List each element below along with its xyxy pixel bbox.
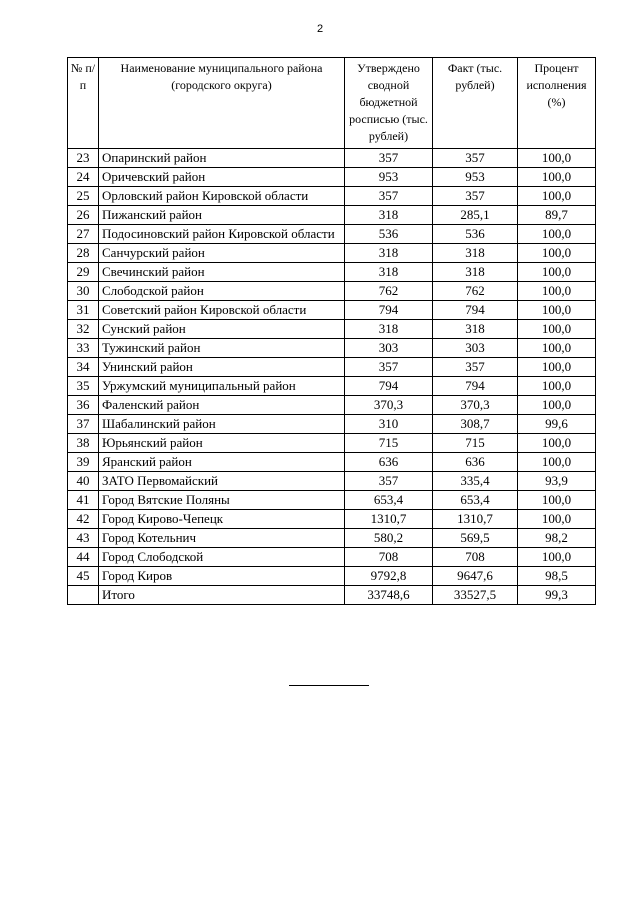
- fact-value: 953: [433, 168, 518, 187]
- table-row: [68, 358, 596, 377]
- table-row: [68, 149, 596, 168]
- percent-value: 100,0: [518, 453, 596, 472]
- fact-value: 318: [433, 244, 518, 263]
- approved-value: 636: [345, 453, 433, 472]
- district-name: Фаленский район: [99, 396, 345, 415]
- table-row: [68, 244, 596, 263]
- row-number: 31: [68, 301, 99, 320]
- district-name: Санчурский район: [99, 244, 345, 263]
- page-number: 2: [316, 23, 324, 35]
- header-approved: Утверждено сводной бюджетной росписью (тыс. рублей): [345, 58, 433, 149]
- approved-value: 357: [345, 149, 433, 168]
- table-row: [68, 187, 596, 206]
- approved-value: 370,3: [345, 396, 433, 415]
- row-number: 45: [68, 567, 99, 586]
- approved-value: 310: [345, 415, 433, 434]
- table-row: [68, 567, 596, 586]
- percent-value: 93,9: [518, 472, 596, 491]
- approved-value: 318: [345, 244, 433, 263]
- percent-value: 100,0: [518, 225, 596, 244]
- percent-value: 100,0: [518, 358, 596, 377]
- approved-value: 318: [345, 206, 433, 225]
- fact-value: 357: [433, 149, 518, 168]
- header-fact: Факт (тыс. рублей): [433, 58, 518, 149]
- approved-value: 953: [345, 168, 433, 187]
- district-name: Город Котельнич: [99, 529, 345, 548]
- percent-value: 98,2: [518, 529, 596, 548]
- approved-value: 357: [345, 358, 433, 377]
- table-row: [68, 282, 596, 301]
- fact-value: 536: [433, 225, 518, 244]
- approved-value: 715: [345, 434, 433, 453]
- table-row: [68, 415, 596, 434]
- fact-value: 653,4: [433, 491, 518, 510]
- approved-value: 318: [345, 263, 433, 282]
- district-name: Оричевский район: [99, 168, 345, 187]
- table-row: [68, 510, 596, 529]
- percent-value: 100,0: [518, 548, 596, 567]
- percent-value: 100,0: [518, 339, 596, 358]
- fact-value: 762: [433, 282, 518, 301]
- table-row: [68, 529, 596, 548]
- row-number: 40: [68, 472, 99, 491]
- table-row: [68, 453, 596, 472]
- district-name: ЗАТО Первомайский: [99, 472, 345, 491]
- percent-value: 98,5: [518, 567, 596, 586]
- total-row: [68, 586, 596, 605]
- district-name: Город Кирово-Чепецк: [99, 510, 345, 529]
- row-number: 38: [68, 434, 99, 453]
- percent-value: 100,0: [518, 282, 596, 301]
- table-row: [68, 339, 596, 358]
- row-number: 35: [68, 377, 99, 396]
- approved-value: 794: [345, 301, 433, 320]
- row-number: 36: [68, 396, 99, 415]
- approved-value: 303: [345, 339, 433, 358]
- percent-value: 100,0: [518, 510, 596, 529]
- table-row: [68, 320, 596, 339]
- separator-line: [289, 685, 369, 686]
- row-number: 32: [68, 320, 99, 339]
- district-name: Город Киров: [99, 567, 345, 586]
- header-percent: Процент исполнения (%): [518, 58, 596, 149]
- district-name: Город Слободской: [99, 548, 345, 567]
- fact-value: 1310,7: [433, 510, 518, 529]
- fact-value: 285,1: [433, 206, 518, 225]
- table-row: [68, 377, 596, 396]
- district-name: Юрьянский район: [99, 434, 345, 453]
- total-approved: 33748,6: [345, 586, 433, 605]
- approved-value: 1310,7: [345, 510, 433, 529]
- table-body: [68, 149, 596, 586]
- percent-value: 100,0: [518, 263, 596, 282]
- district-name: Свечинский район: [99, 263, 345, 282]
- approved-value: 357: [345, 472, 433, 491]
- district-name: Город Вятские Поляны: [99, 491, 345, 510]
- table-row: [68, 491, 596, 510]
- row-number: 24: [68, 168, 99, 187]
- header-name: Наименование муниципального района (городского округа): [99, 58, 345, 149]
- row-number: 27: [68, 225, 99, 244]
- budget-table: [67, 57, 596, 605]
- district-name: Яранский район: [99, 453, 345, 472]
- percent-value: 100,0: [518, 187, 596, 206]
- row-number: 26: [68, 206, 99, 225]
- district-name: Слободской район: [99, 282, 345, 301]
- row-number: 23: [68, 149, 99, 168]
- row-number: 28: [68, 244, 99, 263]
- row-number: 42: [68, 510, 99, 529]
- fact-value: 370,3: [433, 396, 518, 415]
- approved-value: 794: [345, 377, 433, 396]
- table-row: [68, 434, 596, 453]
- district-name: Сунский район: [99, 320, 345, 339]
- row-number: 39: [68, 453, 99, 472]
- percent-value: 100,0: [518, 320, 596, 339]
- fact-value: 636: [433, 453, 518, 472]
- percent-value: 100,0: [518, 434, 596, 453]
- approved-value: 580,2: [345, 529, 433, 548]
- total-percent: 99,3: [518, 586, 596, 605]
- row-number: 43: [68, 529, 99, 548]
- row-number: 33: [68, 339, 99, 358]
- fact-value: 708: [433, 548, 518, 567]
- table-row: [68, 225, 596, 244]
- district-name: Подосиновский район Кировской области: [99, 225, 345, 244]
- fact-value: 794: [433, 377, 518, 396]
- fact-value: 303: [433, 339, 518, 358]
- row-number: 25: [68, 187, 99, 206]
- total-label: Итого: [99, 586, 345, 605]
- district-name: Уржумский муниципальный район: [99, 377, 345, 396]
- fact-value: 569,5: [433, 529, 518, 548]
- row-number: 30: [68, 282, 99, 301]
- row-number: 29: [68, 263, 99, 282]
- district-name: Орловский район Кировской области: [99, 187, 345, 206]
- total-fact: 33527,5: [433, 586, 518, 605]
- district-name: Пижанский район: [99, 206, 345, 225]
- table-row: [68, 206, 596, 225]
- percent-value: 100,0: [518, 168, 596, 187]
- fact-value: 9647,6: [433, 567, 518, 586]
- approved-value: 9792,8: [345, 567, 433, 586]
- table-row: [68, 263, 596, 282]
- fact-value: 357: [433, 358, 518, 377]
- district-name: Тужинский район: [99, 339, 345, 358]
- table-header-row: [68, 58, 596, 149]
- approved-value: 653,4: [345, 491, 433, 510]
- approved-value: 708: [345, 548, 433, 567]
- approved-value: 762: [345, 282, 433, 301]
- table-row: [68, 301, 596, 320]
- percent-value: 89,7: [518, 206, 596, 225]
- total-num-cell: [68, 586, 99, 605]
- percent-value: 100,0: [518, 491, 596, 510]
- table-row: [68, 168, 596, 187]
- row-number: 34: [68, 358, 99, 377]
- row-number: 37: [68, 415, 99, 434]
- percent-value: 100,0: [518, 149, 596, 168]
- percent-value: 100,0: [518, 377, 596, 396]
- approved-value: 357: [345, 187, 433, 206]
- table-row: [68, 396, 596, 415]
- approved-value: 536: [345, 225, 433, 244]
- table-row: [68, 548, 596, 567]
- district-name: Советский район Кировской области: [99, 301, 345, 320]
- fact-value: 715: [433, 434, 518, 453]
- fact-value: 794: [433, 301, 518, 320]
- percent-value: 100,0: [518, 244, 596, 263]
- percent-value: 100,0: [518, 301, 596, 320]
- percent-value: 100,0: [518, 396, 596, 415]
- district-name: Унинский район: [99, 358, 345, 377]
- fact-value: 318: [433, 263, 518, 282]
- table-row: [68, 472, 596, 491]
- percent-value: 99,6: [518, 415, 596, 434]
- header-num: № п/п: [68, 58, 99, 149]
- approved-value: 318: [345, 320, 433, 339]
- row-number: 41: [68, 491, 99, 510]
- fact-value: 318: [433, 320, 518, 339]
- fact-value: 308,7: [433, 415, 518, 434]
- fact-value: 357: [433, 187, 518, 206]
- district-name: Шабалинский район: [99, 415, 345, 434]
- district-name: Опаринский район: [99, 149, 345, 168]
- row-number: 44: [68, 548, 99, 567]
- fact-value: 335,4: [433, 472, 518, 491]
